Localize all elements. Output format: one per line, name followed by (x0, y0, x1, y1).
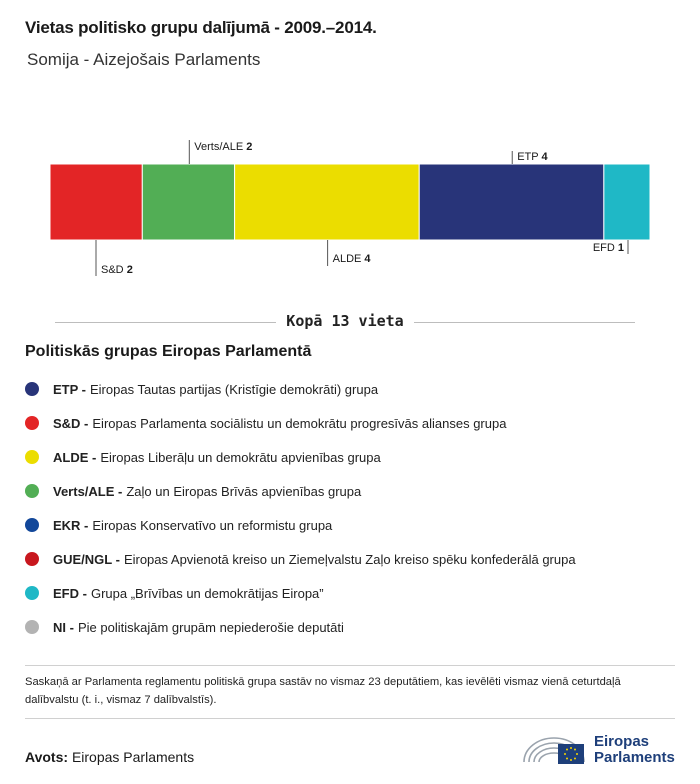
legend-item (25, 610, 576, 644)
ep-logo (520, 728, 680, 770)
divider (25, 718, 675, 719)
legend-dot-icon (25, 620, 39, 634)
page-subtitle: Somija - Aizejošais Parlaments (27, 50, 261, 69)
seat-bar-chart (0, 0, 700, 300)
legend-desc: Eiropas Parlamenta sociālistu un demokrātu progresīvās alianses grupa (92, 415, 507, 431)
divider (25, 665, 675, 666)
legend-dot-icon (25, 518, 39, 532)
legend-dot-icon (25, 382, 39, 396)
legend-item (25, 440, 576, 474)
source-label: Avots: (25, 749, 69, 765)
legend-abbr: NI - (53, 619, 74, 635)
legend-desc: Zaļo un Eiropas Brīvās apvienības grupa (126, 483, 362, 499)
legend-abbr: ALDE - (53, 449, 97, 465)
legend-abbr: GUE/NGL - (53, 551, 120, 567)
legend-dot-icon (25, 416, 39, 430)
legend-abbr: Verts/ALE - (53, 483, 123, 499)
segment-label: Verts/ALE 2 (194, 141, 253, 153)
legend-dot-icon (25, 450, 39, 464)
bar-segment-s-d (50, 164, 142, 240)
segment-label: ALDE 4 (332, 253, 371, 265)
legend-item (25, 372, 576, 406)
segment-label: ETP 4 (517, 151, 548, 163)
logo-text-line2: Parlaments (594, 749, 675, 766)
source-line (25, 749, 194, 765)
page-title: Vietas politisko grupu dalījumā - 2009.–2014. (25, 18, 377, 37)
total-row (55, 312, 635, 332)
segment-label: EFD 1 (592, 242, 624, 254)
legend-item (25, 576, 576, 610)
legend-abbr: EKR - (53, 517, 89, 533)
legend-desc: Grupa „Brīvības un demokrātijas Eiropa” (90, 585, 324, 601)
legend-list (25, 372, 576, 644)
hemicycle-icon (520, 728, 590, 770)
legend-desc: Eiropas Apvienotā kreiso un Ziemeļvalstu Zaļo kreiso spēku konfederālā grupa (123, 551, 576, 567)
legend-title: Politiskās grupas Eiropas Parlamentā (25, 343, 312, 360)
footnote: Saskaņā ar Parlamenta reglamentu politiskā grupa sastāv no vismaz 23 deputātiem, kas ievēlēti vismaz vienā ceturtdaļā dalībvalstu (t. i., vismaz 7 dalībvalstīs). (25, 676, 621, 706)
legend-item (25, 474, 576, 508)
source-value: Eiropas Parlaments (71, 749, 195, 765)
legend-abbr: S&D - (53, 415, 89, 431)
legend-desc: Pie politiskajām grupām nepiederošie deputāti (77, 619, 344, 635)
legend-dot-icon (25, 586, 39, 600)
legend-desc: Eiropas Konservatīvo un reformistu grupa (92, 517, 333, 533)
legend-abbr: EFD - (53, 585, 87, 601)
legend-item (25, 542, 576, 576)
total-seats-label: Kopā 13 vieta (276, 312, 413, 330)
legend-item (25, 508, 576, 542)
bar-segment-efd (604, 164, 650, 240)
legend-desc: Eiropas Tautas partijas (Kristīgie demokrāti) grupa (90, 381, 379, 397)
bar-segment-alde (235, 164, 420, 240)
bar-segment-verts-ale (142, 164, 234, 240)
legend-dot-icon (25, 552, 39, 566)
bar-segment-etp (419, 164, 604, 240)
legend-item (25, 406, 576, 440)
segment-label: S&D 2 (101, 264, 133, 276)
legend-desc: Eiropas Liberāļu un demokrātu apvienības grupa (100, 449, 381, 465)
logo-text-line1: Eiropas (594, 733, 650, 750)
legend-abbr: ETP - (53, 381, 86, 397)
legend-dot-icon (25, 484, 39, 498)
